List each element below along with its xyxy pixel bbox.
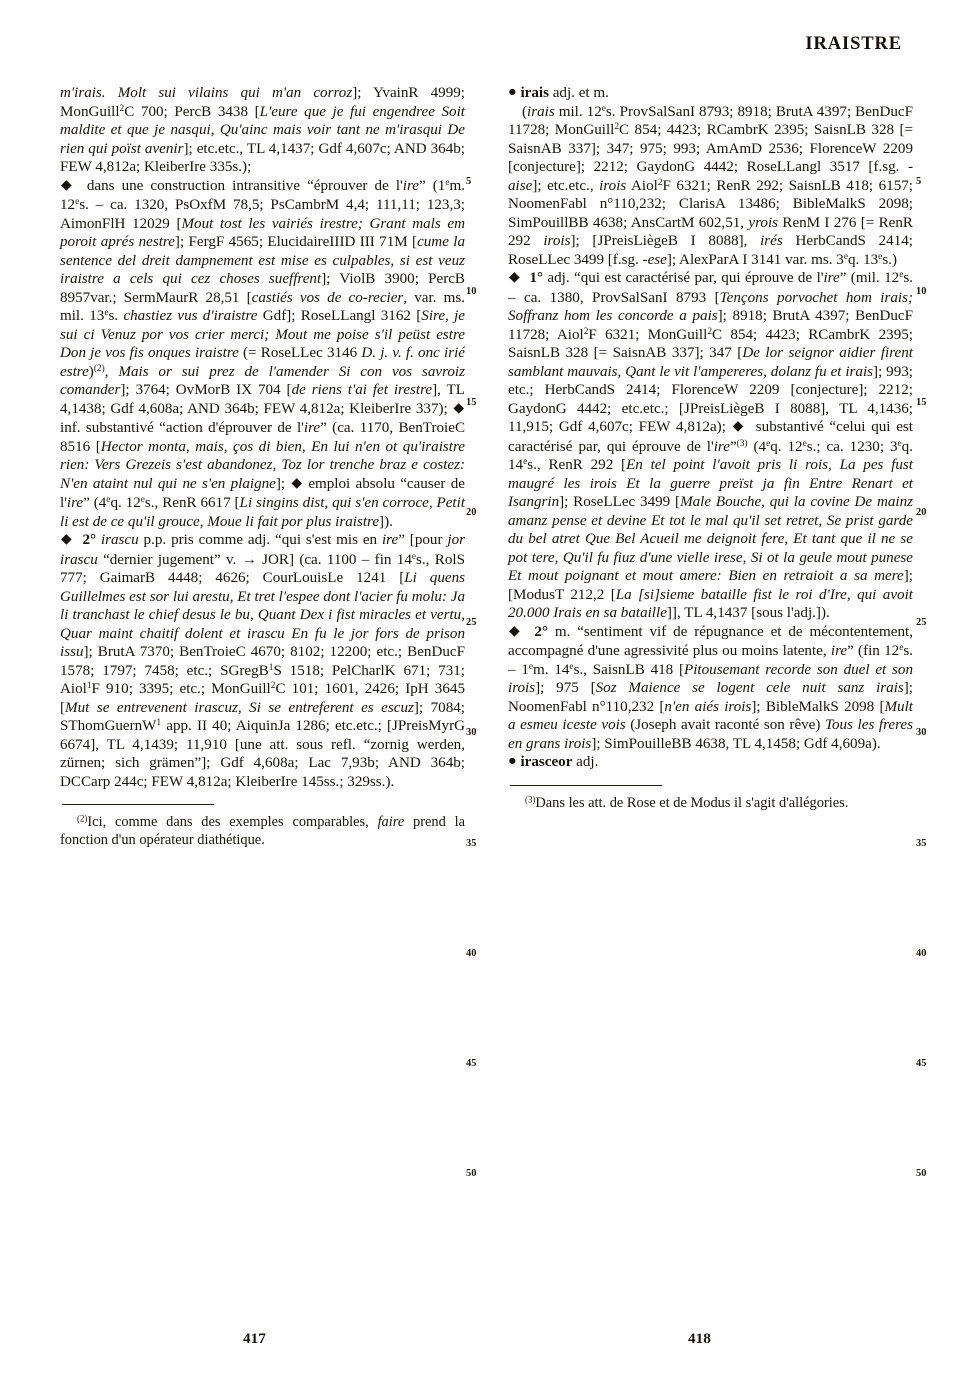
paragraph-irais-attestations: (irais mil. 12es. ProvSalSanI 8793; 8918; BrutA 4397; BenDucF 11728; MonGuill$^2$C 854; 4423; RCambrK 2395; SaisnLB 328 [= SaisnAB 337]; 347; 975; 993; AmAmD 2536; FlorenceW 2209 [conjecture]; 2212; GaydonG 4442; RoseLLangl 3517 [f.sg. -aise]; etc.etc., irois Aiol$^2$F 6321; RenR 292; SaisnLB 418; 6157; NoomenFabl n°110,232; ClarisA 13486; BibleMalkS 2098; SimPouillBB 4638; AnsCartM 602,51, yrois RenM I 276 [= RenR 292 irois]; [JPreisLiègeB I 8088], irés HerbCandS 2414; RoseLLec 3499 [f.sg. -ese]; AlexParA I 3141 var. ms. 3eq. 13es.) (508, 103, 914, 268)
line-number: 35 (466, 837, 477, 849)
paragraph-sense-2-m: ◆ 2° m. “sentiment vif de répugnance et de mécontentement, accompagné d'une agressivité plus ou moins latente, ire” (fin 12es. – 1em. 14es., SaisnLB 418 [Pitousemant recorde son duel et son irois]; 975 [Soz Maience se logent cele nuit sanz irais]; NoomenFabl n°110,232 [n'en aiés irois]; BibleMalkS 2098 [Mult a esmeu iceste vois (Joseph avait raconté son rêve) Tous les freres en grans irois]; SimPouilleBB 4638, TL 4,1458; Gdf 4,609a). (508, 623, 914, 752)
footnote-rule-right (510, 785, 662, 786)
line-number: 20 (916, 506, 927, 518)
line-number: 35 (916, 837, 927, 849)
entry-headword-irasceor: ● irasceor adj. (508, 753, 599, 770)
line-number: 40 (916, 947, 927, 959)
paragraph-sense-1-adj: ◆ 1° adj. “qui est caractérisé par, qui éprouve de l'ire” (mil. 12es. – ca. 1380, ProvSalSanI 8793 [Tençons porvochet hom irais; Soffranz hom les concorde a pais]; 8918; BrutA 4397; BenDucF 11728; Aiol$^2$F 6321; MonGuill$^2$C 854; 4423; RCambrK 2395; SaisnLB 328 [= SaisnAB 337]; 347 [De lor seignor aidier firent samblant mauvais, Qant le vit l'ampereres, dolanz fu et irais]; 993; etc.; HerbCandS 2414; FlorenceW 2209 [conjecture]; 2212; GaydonG 4442; etc.etc.; [JPreisLiègeB I 8088], TL 4,1436; 11,915; Gdf 4,607c; FEW 4,812a); ◆ substantivé “celui qui est caractérisé par, qui éprouve de l'ire”$^{(3)}$ (4eq. 12es.; ca. 1230; 3eq. 14es., RenR 292 [En tel point l'avoit pris li rois, La pes fust maugré les irois Et la guerre preïst ja fin Entre Renart et Isangrin]; RoseLLec 3499 [Male Bouche, qui la covine De mainz amanz pense et devine Et tot le mal qu'il set retret, Se prist garde du bel atret Que Bel Acueil me deignoit fere, Et tant que il ne se pot tere, Qu'il fu fiuz d'une vielle irese, Si ot la geule mout punese Et mout poignant et mout amere: Bien en retraioit a sa mere]; [ModusT 212,2 [La [si]sieme bataille fist le roi d'Ire, qui avoit 20.000 Irais en sa bataille]], TL 4,1437 [sous l'adj.]). (508, 270, 914, 621)
line-number: 5 (466, 176, 472, 188)
column-right (508, 84, 913, 812)
line-number: 20 (466, 506, 477, 518)
line-number: 5 (916, 176, 922, 188)
line-number: 30 (916, 727, 927, 739)
left-column-body (60, 84, 465, 791)
paragraph-sense-2-irascu: ◆ 2° irascu p.p. pris comme adj. “qui s'est mis en ire” [pour jor irascu “dernier jugement” v. → JOR] (ca. 1100 – fin 14es., RolS 777; GaimarB 4448; 4626; CourLouisLe 1241 [Li quens Guillelmes est sor lui arestu, Et tret l'espee dont l'acier fu molu: Ja li tranchast le chief desus le bu, Quant Dex i fist miracles et vertu, Quar maint chaitif dolent et irascu En fu le jor fors de prison issu]; BrutA 7370; BenTroieC 4670; 8102; 12200; etc.; BenDucF 1578; 1797; 7458; etc.; SGregB$^1$S 1518; PelCharlK 671; 731; Aiol$^1$F 910; 3395; etc.; MonGuill$^2$C 101; 1601, 2426; IpH 3645 [Mut se entrevenent irascuz, Si se entreferent es escuz]; 7084; SThomGuernW$^1$ app. II 40; AiquinJa 1286; etc.etc.; [JPreisMyrG 6674], TL 4,1439; 11,910 [une att. sous refl. “zornig werden, zürnen; sich grämen”]; Gdf 4,608a; Lac 7,93b; AND 364b; DCCarp 244c; FEW 4,812a; KleiberIre 145ss.; 329ss.). (60, 532, 466, 790)
line-number: 10 (916, 286, 927, 298)
right-column-body (508, 84, 913, 772)
line-number: 45 (466, 1058, 477, 1070)
line-number: 25 (466, 617, 477, 629)
column-left (60, 84, 465, 849)
entry-headword-irais: ● irais adj. et m. (508, 84, 609, 101)
folio-number-right: 418 (688, 1330, 711, 1347)
footnote-rule-left (62, 804, 214, 805)
paragraph-intransitive-construction: ◆ dans une construction intransitive “éprouver de l'ire” (1em. 12es. – ca. 1320, PsOxfM 78,5; PsCambrM 4,4; 111,11; 123,3; AimonFlH 12029 [Mout tost les vairiés irestre; Grant mals em poroit aprés nestre]; FergF 4565; ElucidaireIIID III 71M [cume la sentence del dreit dampnement est mise es culpables, si est veuz iraistre a cels qui cez choses sueffrent]; ViolB 3900; PercB 8957var.; SermMaurR 28,51 [castiés vos de co-recier, var. ms. mil. 13es. chastiez vus d'iraistre Gdf]; RoseLLangl 3162 [Sire, je sui ci Venuz por vos crier merci; Mout me poise s'il peüst estre Don je vos fis onques iraistre (= RoseLLec 3146 D. j. v. f. onc irié estre)$^{(2)}$, Mais or sui prez de l'amender Si con vos savroiz comander]; 3764; OvMorB IX 704 [de riens t'ai fet irestre], TL 4,1438; Gdf 4,608a; AND 364b; FEW 4,812a; KleiberIre 337); ◆ inf. substantivé “action d'éprouver de l'ire” (ca. 1170, BenTroieC 8516 [Hector monta, mais, ços di bien, En lui n'en ot qu'iraistre rien: Vers Grezeis s'est abandonez, Toz lor trenche braz e costez: N'en ataint nul qui ne s'en plaigne]; ◆ emploi absolu “causer de l'ire” (4eq. 12es., RenR 6617 [Li singins dist, qui s'en corroce, Petit li est de ce qu'il grouce, Moue li fait por plus iraistre]). (60, 177, 466, 530)
footnote-left: $^{(2)}$Ici, comme dans des exemples comparables, faire prend la fonction d'un opérateur diathétique. (60, 813, 465, 848)
line-number: 25 (916, 617, 927, 629)
running-head: IRAISTRE (805, 34, 902, 54)
line-number: 50 (466, 1168, 477, 1180)
line-number: 10 (466, 286, 477, 298)
line-number: 15 (466, 396, 477, 408)
line-number: 30 (466, 727, 477, 739)
line-number: 15 (916, 396, 927, 408)
footnote-right: $^{(3)}$Dans les att. de Rose et de Modus il s'agit d'allégories. (525, 793, 849, 811)
folio-number-left: 417 (243, 1330, 266, 1347)
line-number: 40 (466, 947, 477, 959)
line-number: 50 (916, 1168, 927, 1180)
paragraph-irais-continuation: m'irais. Molt sui vilains qui m'an corroz]; YvainR 4999; MonGuill$^2$C 700; PercB 3438 [L'eure que je fui engendree Soit maldite et que je nasqui, Qu'ainc mais voir tant ne m'irasqui De rien qui poïst avenir]; etc.etc., TL 4,1437; Gdf 4,607c; AND 364b; FEW 4,812a; KleiberIre 335s.); (60, 85, 465, 175)
line-number: 45 (916, 1058, 927, 1070)
